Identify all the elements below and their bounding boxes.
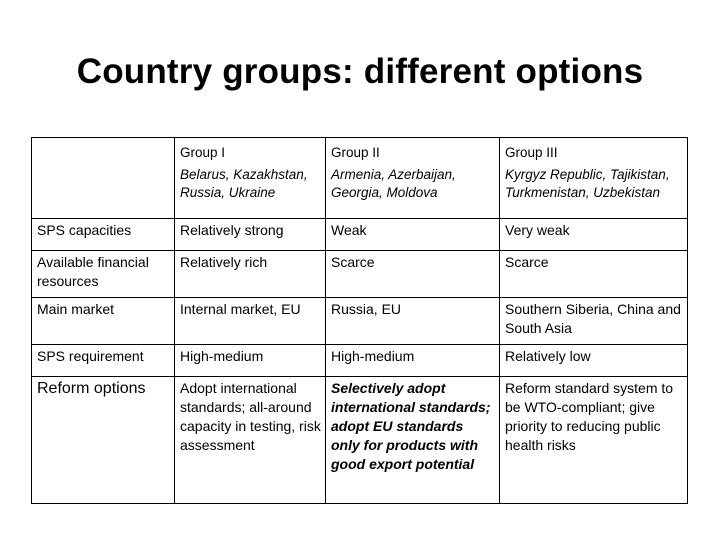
empty-corner-cell bbox=[32, 138, 175, 219]
table-cell: Internal market, EU bbox=[175, 298, 326, 345]
group-2-header-cell bbox=[326, 138, 500, 219]
table-cell: Relatively low bbox=[500, 345, 688, 377]
group-3-name: Group III bbox=[505, 145, 558, 160]
table-row bbox=[32, 219, 688, 251]
group-1-countries: Belarus, Kazakhstan, Russia, Ukraine bbox=[180, 167, 308, 200]
table-row bbox=[32, 377, 688, 504]
row-label-sps-requirement: SPS requirement bbox=[32, 345, 175, 377]
row-label-reform-options: Reform options bbox=[32, 377, 175, 504]
group-3-countries: Kyrgyz Republic, Tajikistan, Turkmenistan, Uzbekistan bbox=[505, 167, 670, 200]
group-2-countries: Armenia, Azerbaijan, Georgia, Moldova bbox=[331, 167, 456, 200]
row-label-sps-capacities: SPS capacities bbox=[32, 219, 175, 251]
group-3-header-cell bbox=[500, 138, 688, 219]
table-cell: Relatively strong bbox=[175, 219, 326, 251]
table-header-row bbox=[32, 138, 688, 219]
table-cell: Relatively rich bbox=[175, 251, 326, 298]
table-row bbox=[32, 345, 688, 377]
table-cell: Adopt international standards; all-around capacity in testing, risk assessment bbox=[175, 377, 326, 504]
table-cell: Selectively adopt international standards; adopt EU standards only for products with good export potential bbox=[326, 377, 500, 504]
group-1-name: Group I bbox=[180, 145, 226, 160]
table-cell: Reform standard system to be WTO-compliant; give priority to reducing public health risks bbox=[500, 377, 688, 504]
row-label-main-market: Main market bbox=[32, 298, 175, 345]
table-row bbox=[32, 298, 688, 345]
table-cell: Scarce bbox=[326, 251, 500, 298]
row-label-financial-resources: Available financial resources bbox=[32, 251, 175, 298]
page-title: Country groups: different options bbox=[76, 52, 644, 91]
country-groups-table bbox=[31, 137, 688, 504]
table-cell: Weak bbox=[326, 219, 500, 251]
table-cell: Scarce bbox=[500, 251, 688, 298]
table-row bbox=[32, 251, 688, 298]
table-cell: Russia, EU bbox=[326, 298, 500, 345]
group-1-header-cell bbox=[175, 138, 326, 219]
table-cell: Very weak bbox=[500, 219, 688, 251]
table-cell: Southern Siberia, China and South Asia bbox=[500, 298, 688, 345]
table-cell: High-medium bbox=[175, 345, 326, 377]
group-2-name: Group II bbox=[331, 145, 380, 160]
table-cell: High-medium bbox=[326, 345, 500, 377]
